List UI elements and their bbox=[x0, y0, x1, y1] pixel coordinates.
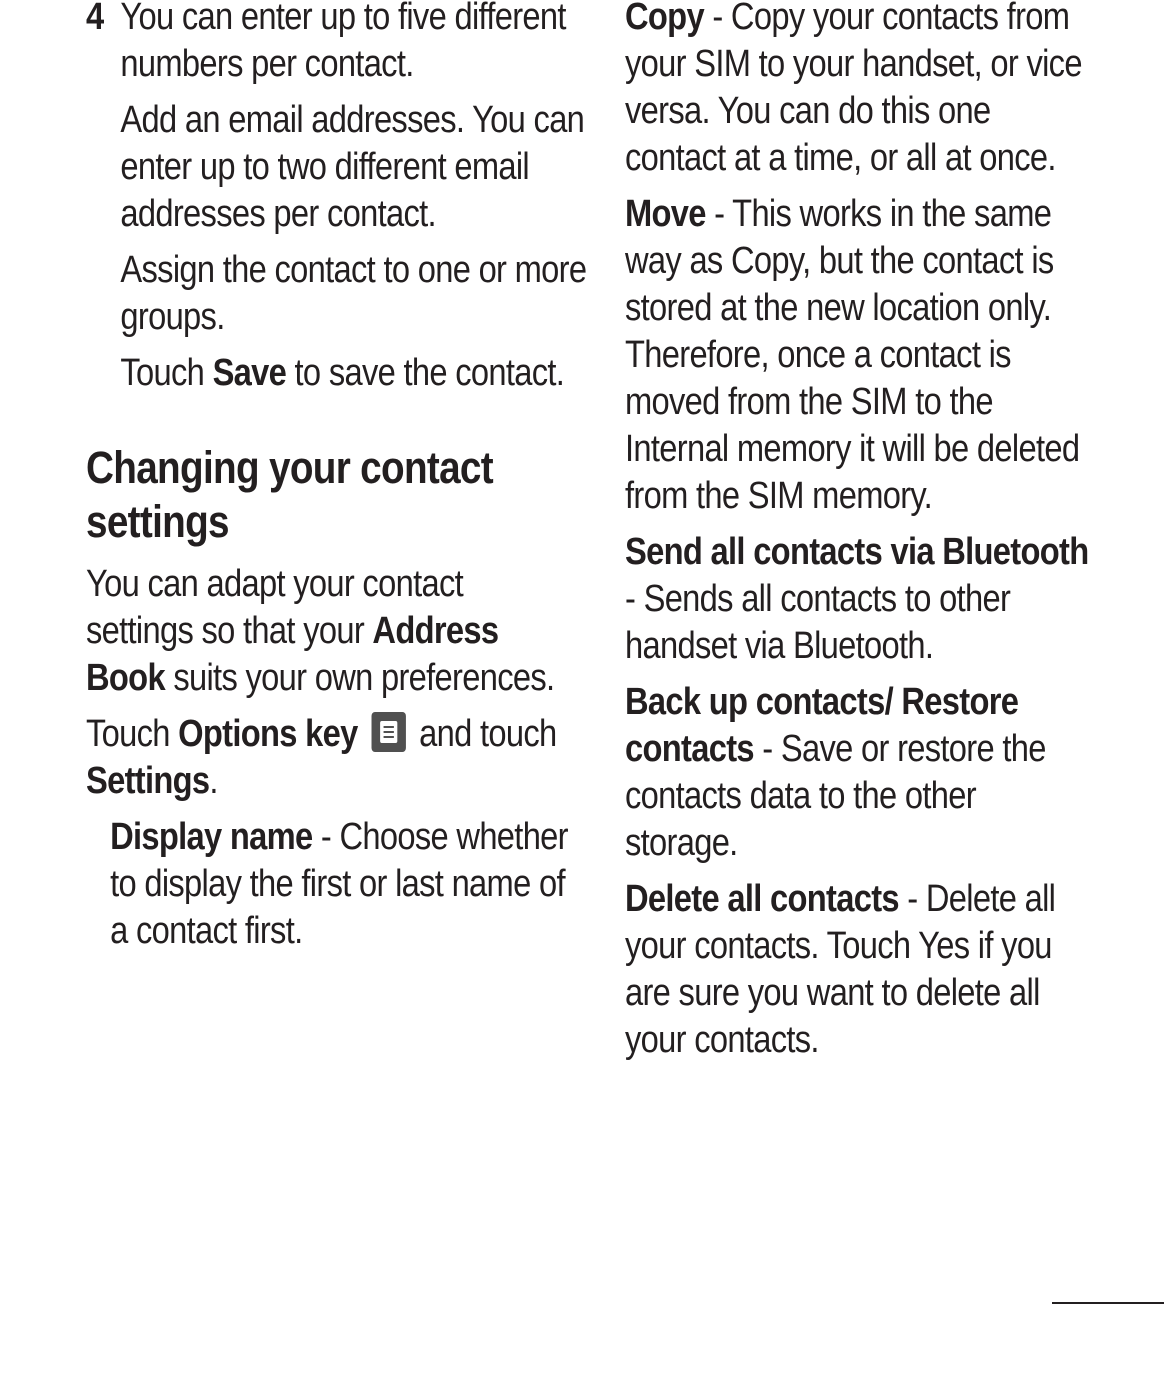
display-name-paragraph bbox=[86, 814, 589, 955]
copy-paragraph bbox=[625, 0, 1094, 182]
step-number: 4 bbox=[86, 0, 104, 38]
move-keyword: Move bbox=[625, 193, 706, 235]
touch-options-paragraph bbox=[86, 711, 565, 805]
intro-pre: You can adapt your contact settings so that your bbox=[86, 563, 463, 652]
move-paragraph bbox=[625, 191, 1094, 520]
backup-restore-text: - Save or restore the contacts data to the other storage. bbox=[625, 728, 1046, 864]
intro-paragraph bbox=[86, 561, 565, 702]
copy-keyword: Copy bbox=[625, 0, 704, 38]
delete-all-keyword: Delete all contacts bbox=[625, 878, 899, 920]
left-column bbox=[86, 0, 587, 964]
display-name-keyword: Display name bbox=[110, 816, 313, 858]
delete-all-text: - Delete all your contacts. Touch Yes if you are sure you want to delete all your contacts. bbox=[625, 878, 1056, 1061]
options-menu-icon bbox=[371, 712, 405, 752]
backup-restore-keyword: Back up contacts/ Restore contacts bbox=[625, 681, 1019, 770]
send-bluetooth-keyword: Send all contacts via Bluetooth bbox=[625, 531, 1089, 573]
move-text: - This works in the same way as Copy, but the contact is stored at the new location only. Therefore, once a contact is moved from the SIM to the Internal memory it will be deleted from the SIM memory. bbox=[625, 193, 1080, 517]
footer-rule bbox=[1052, 1302, 1164, 1304]
intro-post: suits your own preferences. bbox=[164, 657, 555, 699]
email-paragraph: Add an email addresses. You can enter up to two different email addresses per contact. bbox=[120, 99, 585, 235]
step-4-text: You can enter up to five different numbers per contact. bbox=[120, 0, 566, 85]
address-book-keyword: Address Book bbox=[86, 610, 499, 699]
step-4 bbox=[86, 0, 599, 88]
backup-restore-paragraph bbox=[625, 679, 1094, 867]
touch-pre: Touch bbox=[86, 713, 179, 755]
save-paragraph bbox=[86, 350, 599, 397]
group-paragraph: Assign the contact to one or more groups. bbox=[120, 249, 587, 338]
save-pre: Touch bbox=[120, 352, 213, 394]
save-post: to save the contact. bbox=[286, 352, 565, 394]
touch-post: . bbox=[209, 760, 218, 802]
send-bluetooth-paragraph bbox=[625, 529, 1094, 670]
delete-all-paragraph bbox=[625, 876, 1094, 1064]
section-heading: Changing your contact settings bbox=[86, 442, 493, 547]
options-key-keyword: Options key bbox=[178, 713, 358, 755]
display-name-text: - Choose whether to display the first or last name of a contact first. bbox=[110, 816, 568, 952]
send-bluetooth-text: - Sends all contacts to other handset via Bluetooth. bbox=[625, 578, 1011, 667]
settings-keyword: Settings bbox=[86, 760, 210, 802]
right-column bbox=[625, 0, 1095, 1073]
touch-mid: and touch bbox=[410, 713, 557, 755]
copy-text: - Copy your contacts from your SIM to your handset, or vice versa. You can do this one contact at a time, or all at once. bbox=[625, 0, 1082, 179]
save-keyword: Save bbox=[212, 352, 287, 394]
